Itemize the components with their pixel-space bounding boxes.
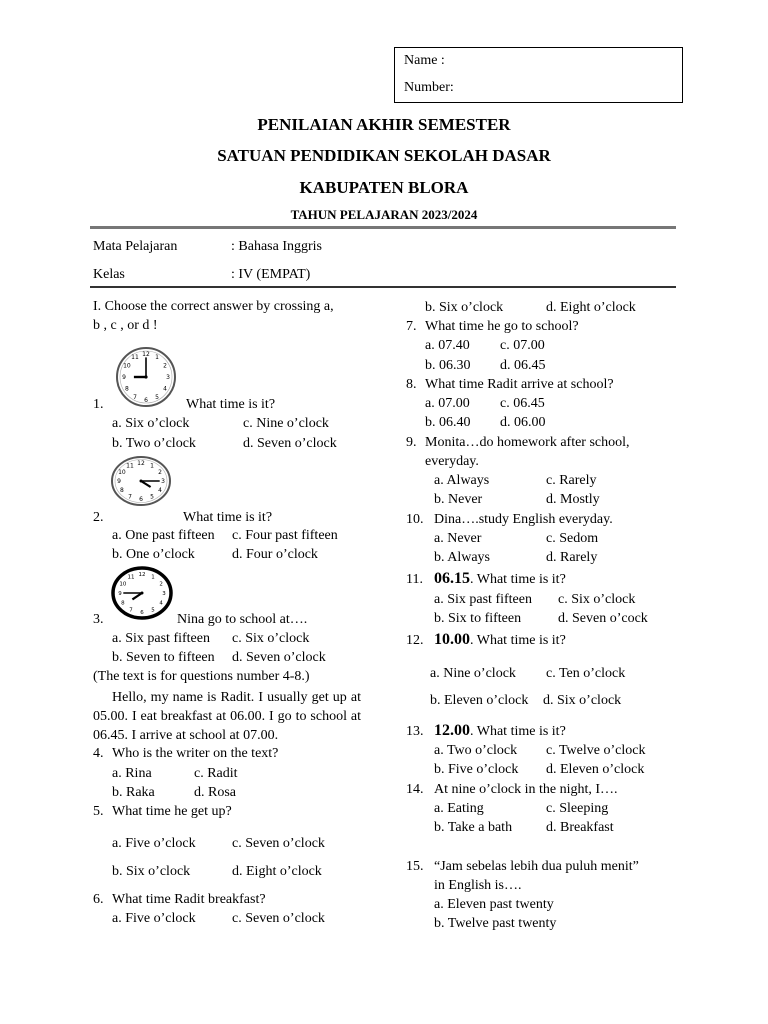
q6-option-b: b. Six o’clock bbox=[425, 300, 504, 315]
q14-number: 14. bbox=[406, 782, 424, 797]
clock-numeral: 7 bbox=[129, 607, 133, 614]
title-line-1: PENILAIAN AKHIR SEMESTER bbox=[257, 115, 511, 134]
q3-number: 3. bbox=[93, 612, 104, 627]
q1-number: 1. bbox=[93, 397, 104, 412]
q10-option-a: a. Never bbox=[434, 531, 482, 546]
q13-time: 12.00 bbox=[434, 722, 470, 739]
q3-option-d: d. Seven o’clock bbox=[232, 650, 326, 665]
subject-label: Mata Pelajaran bbox=[93, 239, 178, 254]
q4-option-a: a. Rina bbox=[112, 766, 152, 781]
clock-numeral: 9 bbox=[118, 591, 122, 597]
clock-numeral: 11 bbox=[131, 354, 139, 362]
q14-option-c: c. Sleeping bbox=[546, 801, 609, 816]
q4-option-d: d. Rosa bbox=[194, 785, 236, 800]
clock-numeral: 11 bbox=[127, 574, 135, 581]
q6-option-d: d. Eight o’clock bbox=[546, 300, 636, 315]
q9-option-b: b. Never bbox=[434, 492, 483, 507]
q5-number: 5. bbox=[93, 804, 104, 819]
clock-numeral: 12 bbox=[137, 460, 145, 467]
q14-option-a: a. Eating bbox=[434, 801, 484, 816]
clock-numeral: 7 bbox=[128, 493, 132, 501]
clock-numeral: 11 bbox=[126, 462, 134, 470]
clock-numeral: 12 bbox=[142, 351, 150, 358]
instruction-line-2: b , c , or d ! bbox=[93, 318, 158, 333]
clock-numeral: 3 bbox=[166, 374, 170, 381]
q12-option-a: a. Nine o’clock bbox=[430, 666, 516, 681]
q2-option-a: a. One past fifteen bbox=[112, 528, 215, 543]
clock-numeral: 10 bbox=[118, 469, 126, 476]
q1-option-d: d. Seven o’clock bbox=[243, 436, 337, 451]
clock-numeral: 3 bbox=[161, 478, 165, 485]
q4-option-b: b. Raka bbox=[112, 785, 155, 800]
reading-note: (The text is for questions number 4-8.) bbox=[93, 669, 310, 684]
q4-option-c: c. Radit bbox=[194, 766, 238, 781]
q13-option-a: a. Two o’clock bbox=[434, 743, 518, 758]
q10-option-d: d. Rarely bbox=[546, 550, 598, 565]
q11-time: 06.15 bbox=[434, 570, 470, 587]
q13-option-c: c. Twelve o’clock bbox=[546, 743, 646, 758]
q13-number: 13. bbox=[406, 724, 424, 739]
clock-numeral: 1 bbox=[151, 574, 155, 581]
q5-text: What time he get up? bbox=[112, 804, 232, 819]
info-divider bbox=[90, 286, 676, 288]
q2-text: What time is it? bbox=[183, 510, 273, 525]
q5-option-a: a. Five o’clock bbox=[112, 836, 196, 851]
q5-option-d: d. Eight o’clock bbox=[232, 864, 322, 879]
q4-number: 4. bbox=[93, 746, 104, 761]
q12-question bbox=[434, 631, 566, 649]
subject-value: : Bahasa Inggris bbox=[231, 239, 322, 254]
clock-numeral: 5 bbox=[151, 607, 155, 614]
q9-number: 9. bbox=[406, 435, 417, 450]
q9-option-a: a. Always bbox=[434, 473, 490, 488]
q9-option-c: c. Rarely bbox=[546, 473, 597, 488]
q14-option-b: b. Take a bath bbox=[434, 820, 513, 835]
q6-number: 6. bbox=[93, 892, 104, 907]
clock-numeral: 8 bbox=[119, 487, 124, 494]
q11-option-b: b. Six to fifteen bbox=[434, 611, 522, 626]
q12-time: 10.00 bbox=[434, 631, 470, 648]
q5-option-b: b. Six o’clock bbox=[112, 864, 191, 879]
clock-numeral: 1 bbox=[150, 462, 154, 470]
clock-numeral: 5 bbox=[150, 493, 154, 501]
clock-numeral: 7 bbox=[133, 393, 137, 401]
q11-question bbox=[434, 570, 566, 588]
q12-text: . What time is it? bbox=[470, 633, 566, 648]
q2-number: 2. bbox=[93, 510, 104, 525]
q8-option-b: b. 06.40 bbox=[425, 415, 471, 430]
class-label: Kelas bbox=[93, 267, 125, 282]
q14-text: At nine o’clock in the night, I…. bbox=[434, 782, 618, 797]
q10-text: Dina….study English everyday. bbox=[434, 512, 613, 527]
q13-question bbox=[434, 722, 566, 740]
q11-option-a: a. Six past fifteen bbox=[434, 592, 532, 607]
q11-option-d: d. Seven o’cock bbox=[558, 611, 648, 626]
q15-text: “Jam sebelas lebih dua puluh menit” bbox=[434, 859, 639, 874]
q12-option-c: c. Ten o’clock bbox=[546, 666, 626, 681]
q3-option-a: a. Six past fifteen bbox=[112, 631, 210, 646]
clock-numeral: 1 bbox=[155, 354, 159, 362]
clock-numeral: 10 bbox=[119, 581, 127, 588]
q13-option-d: d. Eleven o’clock bbox=[546, 762, 645, 777]
q7-option-b: b. 06.30 bbox=[425, 358, 471, 373]
q8-option-d: d. 06.00 bbox=[500, 415, 546, 430]
clock-icon-question-1 bbox=[115, 346, 177, 408]
q9-text-cont: everyday. bbox=[425, 454, 479, 469]
q3-option-b: b. Seven to fifteen bbox=[112, 650, 215, 665]
clock-numeral: 5 bbox=[155, 393, 159, 401]
q8-text: What time Radit arrive at school? bbox=[425, 377, 614, 392]
q8-option-c: c. 06.45 bbox=[500, 396, 545, 411]
q14-option-d: d. Breakfast bbox=[546, 820, 614, 835]
clock-numeral: 4 bbox=[158, 487, 163, 494]
q1-text: What time is it? bbox=[186, 397, 276, 412]
number-label: Number: bbox=[404, 80, 454, 95]
q8-number: 8. bbox=[406, 377, 417, 392]
clock-numeral: 9 bbox=[122, 374, 126, 381]
q6-text: What time Radit breakfast? bbox=[112, 892, 266, 907]
clock-numeral: 2 bbox=[159, 581, 163, 588]
clock-numeral: 9 bbox=[117, 478, 121, 485]
q10-number: 10. bbox=[406, 512, 424, 527]
q3-option-c: c. Six o’clock bbox=[232, 631, 310, 646]
class-value: : IV (EMPAT) bbox=[231, 267, 311, 282]
clock-numeral: 6 bbox=[139, 496, 143, 503]
q13-option-b: b. Five o’clock bbox=[434, 762, 519, 777]
q2-option-c: c. Four past fifteen bbox=[232, 528, 338, 543]
q10-option-b: b. Always bbox=[434, 550, 490, 565]
q1-option-b: b. Two o’clock bbox=[112, 436, 196, 451]
q15-number: 15. bbox=[406, 859, 424, 874]
clock-numeral: 3 bbox=[162, 591, 166, 597]
clock-numeral: 6 bbox=[140, 610, 144, 616]
q7-text: What time he go to school? bbox=[425, 319, 579, 334]
clock-numeral: 4 bbox=[159, 600, 163, 607]
name-label: Name : bbox=[404, 53, 445, 68]
q7-option-c: c. 07.00 bbox=[500, 338, 545, 353]
q4-text: Who is the writer on the text? bbox=[112, 746, 279, 761]
q2-option-d: d. Four o’clock bbox=[232, 547, 318, 562]
q12-number: 12. bbox=[406, 633, 424, 648]
q9-option-d: d. Mostly bbox=[546, 492, 600, 507]
clock-numeral: 10 bbox=[123, 362, 131, 370]
q12-option-b: b. Eleven o’clock bbox=[430, 693, 529, 708]
reading-paragraph: Hello, my name is Radit. I usually get up at 05.00. I eat breakfast at 06.00. I go to school at 06.45. I arrive at school at 07.00. bbox=[93, 690, 361, 743]
q11-number: 11. bbox=[406, 572, 423, 587]
q10-option-c: c. Sedom bbox=[546, 531, 599, 546]
q6-option-a: a. Five o’clock bbox=[112, 911, 196, 926]
clock-numeral: 8 bbox=[121, 600, 125, 607]
clock-numeral: 6 bbox=[144, 397, 148, 404]
clock-numeral: 2 bbox=[163, 362, 168, 370]
q15-option-b: b. Twelve past twenty bbox=[434, 916, 557, 931]
q15-text-cont: in English is…. bbox=[434, 878, 522, 893]
q11-option-c: c. Six o’clock bbox=[558, 592, 636, 607]
q5-option-c: c. Seven o’clock bbox=[232, 836, 325, 851]
name-number-box bbox=[394, 47, 683, 103]
q1-option-a: a. Six o’clock bbox=[112, 416, 190, 431]
instruction-line-1: I. Choose the correct answer by crossing a, bbox=[93, 299, 334, 314]
title-line-4: TAHUN PELAJARAN 2023/2024 bbox=[290, 207, 478, 222]
header-divider bbox=[90, 226, 676, 229]
q15-option-a: a. Eleven past twenty bbox=[434, 897, 554, 912]
clock-icon-question-3 bbox=[111, 566, 173, 620]
q1-option-c: c. Nine o’clock bbox=[243, 416, 329, 431]
clock-numeral: 8 bbox=[124, 385, 129, 393]
q7-option-d: d. 06.45 bbox=[500, 358, 546, 373]
q7-option-a: a. 07.40 bbox=[425, 338, 470, 353]
q12-option-d: d. Six o’clock bbox=[543, 693, 622, 708]
q8-option-a: a. 07.00 bbox=[425, 396, 470, 411]
q11-text: . What time is it? bbox=[470, 572, 566, 587]
title-line-2: SATUAN PENDIDIKAN SEKOLAH DASAR bbox=[217, 146, 551, 165]
clock-icon-question-2 bbox=[110, 455, 172, 507]
clock-numeral: 2 bbox=[158, 469, 163, 476]
clock-numeral: 12 bbox=[138, 572, 146, 578]
q2-option-b: b. One o’clock bbox=[112, 547, 195, 562]
title-line-3: KABUPATEN BLORA bbox=[299, 178, 469, 197]
clock-numeral: 4 bbox=[163, 385, 168, 393]
q7-number: 7. bbox=[406, 319, 417, 334]
q13-text: . What time is it? bbox=[470, 724, 566, 739]
q3-text: Nina go to school at…. bbox=[177, 612, 308, 627]
q6-option-c: c. Seven o’clock bbox=[232, 911, 325, 926]
q9-text: Monita…do homework after school, bbox=[425, 435, 630, 450]
